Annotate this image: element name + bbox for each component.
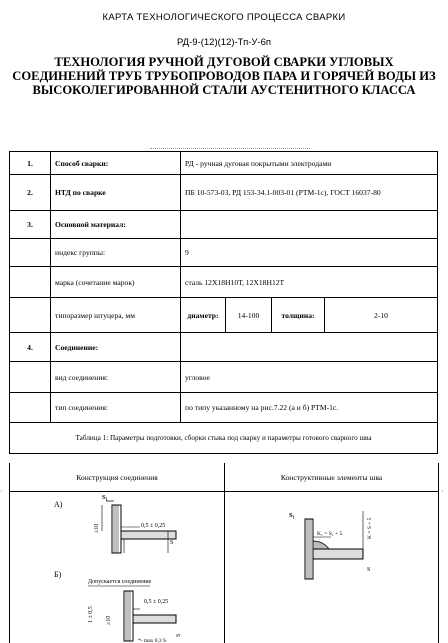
row-number bbox=[10, 393, 51, 423]
row-label: типоразмер штуцера, мм bbox=[51, 298, 181, 333]
row-label: индекс группы: bbox=[51, 239, 181, 267]
row-number bbox=[10, 362, 51, 393]
diameter-value: 14-100 bbox=[226, 298, 272, 333]
row-number: 3. bbox=[10, 211, 51, 239]
table-row bbox=[10, 152, 438, 175]
row-number bbox=[10, 239, 51, 267]
thickness-value: 2-10 bbox=[325, 298, 438, 333]
row-label: марка (сочетание марок) bbox=[51, 267, 181, 298]
row-value: РД - ручная дуговая покрытыми электродами bbox=[181, 152, 438, 175]
dim-offset-label: 1 ± 0,5 bbox=[88, 606, 94, 623]
row-number: 4. bbox=[10, 333, 51, 362]
dim-k1-label: K₁ = S₁ + 5 bbox=[317, 531, 343, 537]
row-label: тип соединения: bbox=[51, 393, 181, 423]
row-number bbox=[10, 267, 51, 298]
process-table bbox=[9, 151, 438, 454]
table-row bbox=[10, 333, 438, 362]
row-value bbox=[181, 211, 438, 239]
diameter-label: диаметр: bbox=[181, 298, 226, 333]
column-header-construction: Конструкция соединения bbox=[10, 463, 225, 492]
row-number: 2. bbox=[10, 175, 51, 211]
row-label: НТД по сварке bbox=[51, 175, 181, 211]
column-header-weld-elements: Конструктивные элементы шва bbox=[225, 463, 438, 492]
table1-caption: Таблица 1: Параметры подготовки, сборки стыка под сварку и параметры готового сварного шва bbox=[10, 423, 438, 454]
row-value: ПБ 10-573-03, РД 153-34.1-003-01 (РТМ-1с), ГОСТ 16037-80 bbox=[181, 175, 438, 211]
allowed-note: Допускается соединение bbox=[88, 579, 152, 585]
dim-height-label-b: ≥10 bbox=[106, 615, 112, 625]
table-row bbox=[10, 298, 438, 333]
document-code: РД-9-(12)(12)-Тп-У-6п bbox=[176, 37, 272, 48]
dim-s-label: S bbox=[170, 540, 174, 546]
row-label: Способ сварки: bbox=[51, 152, 181, 175]
dim-s-label-b: S bbox=[176, 633, 182, 637]
dim-height-label: ≥10 bbox=[94, 523, 100, 533]
document-title: КАРТА ТЕХНОЛОГИЧЕСКОГО ПРОЦЕССА СВАРКИ bbox=[102, 12, 346, 23]
table-row bbox=[10, 239, 438, 267]
pipe-wall bbox=[124, 591, 133, 641]
row-number bbox=[10, 298, 51, 333]
document-heading: ТЕХНОЛОГИЯ РУЧНОЙ ДУГОВОЙ СВАРКИ УГЛОВЫХ СОЕДИНЕНИЙ ТРУБ ТРУБОПРОВОДОВ ПАРА И ГОРЯЧЕЙ ВОДЫ ИЗ ВЫСОКОЛЕГИРОВАННОЙ СТАЛИ АУСТЕНИТНОГО КЛАССА bbox=[12, 55, 436, 97]
max-note: *- max 0,3 S bbox=[138, 638, 167, 643]
table-row bbox=[10, 175, 438, 211]
row-label: Соединение: bbox=[51, 333, 181, 362]
plate bbox=[313, 549, 363, 559]
dim-s1-label-r: S₁ bbox=[289, 512, 295, 519]
row-value: угловое bbox=[181, 362, 438, 393]
weld-drawing-right bbox=[225, 491, 438, 643]
row-value: сталь 12Х18Н10Т, 12Х18Н12Т bbox=[181, 267, 438, 298]
dim-k-label: K = S + 5 bbox=[367, 517, 373, 539]
row-label: Основной материал: bbox=[51, 211, 181, 239]
joint-drawing-left bbox=[10, 491, 224, 643]
dotted-divider bbox=[150, 148, 310, 149]
thickness-label: толщина: bbox=[272, 298, 325, 333]
table-row bbox=[10, 211, 438, 239]
figure-label-b: Б) bbox=[54, 570, 62, 579]
row-label: вид соединения: bbox=[51, 362, 181, 393]
dim-gap-label-b: 0,5 ± 0,25 bbox=[144, 599, 169, 605]
row-value: 9 bbox=[181, 239, 438, 267]
plate bbox=[133, 615, 176, 623]
pipe-wall bbox=[112, 505, 121, 553]
table-row bbox=[10, 267, 438, 298]
table-row bbox=[10, 393, 438, 423]
weld-bead bbox=[313, 541, 329, 549]
row-number: 1. bbox=[10, 152, 51, 175]
row-value: по типу указанному на рис.7.22 (а и б) РТМ-1с. bbox=[181, 393, 438, 423]
dim-gap-label: 0,5 ± 0,25 bbox=[141, 523, 166, 529]
dim-s-label-r: S bbox=[367, 567, 371, 573]
edge-mark-right: · bbox=[441, 487, 444, 496]
joint-table bbox=[9, 463, 439, 643]
table-row bbox=[10, 362, 438, 393]
dim-s1-label: S₁ bbox=[102, 494, 108, 501]
row-value bbox=[181, 333, 438, 362]
figure-label-a: А) bbox=[54, 500, 63, 509]
edge-mark-left: · bbox=[0, 487, 3, 496]
table-caption-row bbox=[10, 423, 438, 454]
